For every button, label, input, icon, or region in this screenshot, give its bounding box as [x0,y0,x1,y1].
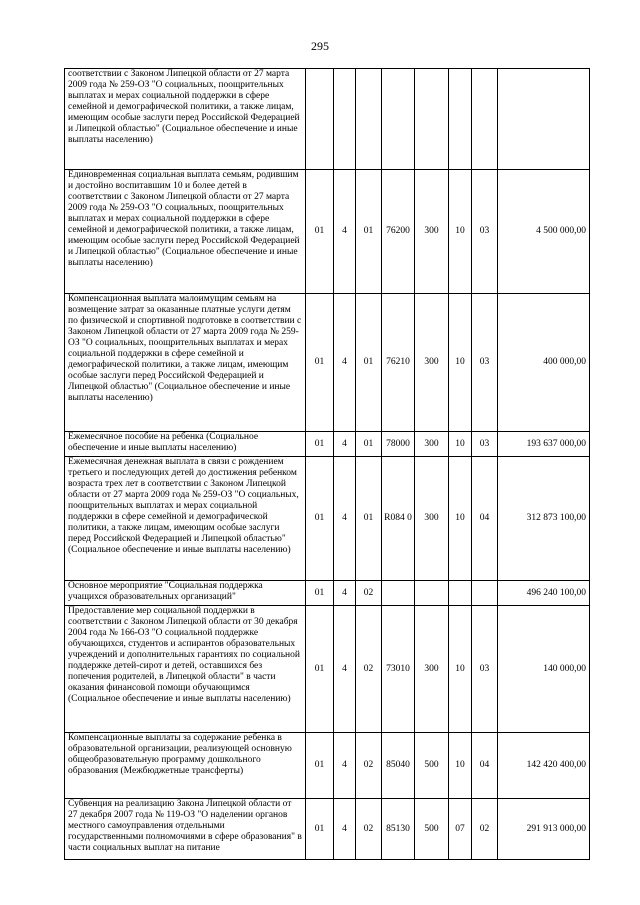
subsection-cell: 02 [472,799,498,860]
subprogram-code-cell: 4 [334,733,356,799]
direction-code-cell: 76200 [382,170,415,294]
activity-code-cell: 02 [356,581,382,606]
expense-type-cell: 300 [415,457,449,581]
subprogram-code-cell: 4 [334,294,356,432]
section-cell: 10 [449,170,472,294]
section-cell: 10 [449,432,472,457]
subprogram-code-cell: 4 [334,432,356,457]
expense-type-cell [415,581,449,606]
section-cell: 10 [449,733,472,799]
row-description: Ежемесячная денежная выплата в связи с рождением третьего и последующих детей до достижения ребенком возраста трех лет в соответствии с Законом Липецкой области от 27 марта 2009 года № 259-ОЗ "О социальных, поощрительных выплатах и мерах социальной поддержки в сфере семейной и демографической политики, а также лицам, имеющим особые заслуги перед Российской Федерацией и Липецкой областью" (Социальное обеспечение и иные выплаты населению) [65,457,306,581]
subprogram-code-cell: 4 [334,606,356,733]
section-cell: 10 [449,294,472,432]
subprogram-code-cell: 4 [334,457,356,581]
program-code-cell: 01 [306,606,334,733]
program-code-cell: 01 [306,799,334,860]
amount-cell: 193 637 000,00 [498,432,590,457]
row-description: Предоставление мер социальной поддержки в соответствии с Законом Липецкой области от 30 декабря 2004 года № 166-ОЗ "О социальной поддержке обучающихся, студентов и аспирантов образовательных учреждений и дополнительных гарантиях по социальной поддержке детей-сирот и детей, оставшихся без попечения родителей, в Липецкой области" в части оказания финансовой помощи обучающимся (Социальное обеспечение и иные выплаты населению) [65,606,306,733]
subsection-cell [472,581,498,606]
amount-cell: 4 500 000,00 [498,170,590,294]
expense-type-cell: 500 [415,799,449,860]
row-description: Компенсационные выплаты за содержание ребенка в образовательной организации, реализующей основную общеобразовательную программу дошкольного образования (Межбюджетные трансферты) [65,733,306,799]
program-code-cell: 01 [306,170,334,294]
expense-type-cell: 300 [415,432,449,457]
table-row [65,69,590,170]
program-code-cell: 01 [306,733,334,799]
subsection-cell: 04 [472,733,498,799]
activity-code-cell [356,69,382,170]
program-code-cell: 01 [306,432,334,457]
subsection-cell: 03 [472,294,498,432]
table-row [65,733,590,799]
activity-code-cell: 02 [356,606,382,733]
activity-code-cell: 01 [356,457,382,581]
section-cell [449,69,472,170]
amount-cell [498,69,590,170]
activity-code-cell: 02 [356,733,382,799]
table-row [65,294,590,432]
subsection-cell: 03 [472,170,498,294]
expense-type-cell: 300 [415,294,449,432]
subsection-cell: 03 [472,432,498,457]
row-description: Субвенция на реализацию Закона Липецкой области от 27 декабря 2007 года № 119-ОЗ "О наделении органов местного самоуправления отдельными государственными полномочиями в сфере образования" в части социальных выплат на питание [65,799,306,860]
expense-type-cell: 300 [415,170,449,294]
section-cell [449,581,472,606]
table-row [65,432,590,457]
direction-code-cell: 85130 [382,799,415,860]
table-row [65,170,590,294]
direction-code-cell [382,69,415,170]
table-row [65,581,590,606]
direction-code-cell: 78000 [382,432,415,457]
activity-code-cell: 02 [356,799,382,860]
subprogram-code-cell: 4 [334,170,356,294]
row-description: Единовременная социальная выплата семьям, родившим и достойно воспитавшим 10 и более детей в соответствии с Законом Липецкой области от 27 марта 2009 года № 259-ОЗ "О социальных, поощрительных выплатах и мерах социальной поддержки в сфере семейной и демографической политики, а также лицам, имеющим особые заслуги перед Российской Федерацией и Липецкой областью" (Социальное обеспечение и иные выплаты населению) [65,170,306,294]
table-row [65,799,590,860]
row-description: соответствии с Законом Липецкой области от 27 марта 2009 года № 259-ОЗ "О социальных, поощрительных выплатах и мерах социальной поддержки в сфере семейной и демографической политики, а также лицам, имеющим особые заслуги перед Российской Федерацией и Липецкой областью" (Социальное обеспечение и иные выплаты населению) [65,69,306,170]
row-description: Компенсационная выплата малоимущим семьям на возмещение затрат за оказанные платные услуги детям по физической и спортивной подготовке в соответствии с Законом Липецкой области от 27 марта 2009 года № 259-ОЗ "О социальных, поощрительных выплатах и мерах социальной поддержки в сфере семейной и демографической политики, а также лицам, имеющим особые заслуги перед Российской Федерацией и Липецкой областью" (Социальное обеспечение и иные выплаты населению) [65,294,306,432]
subprogram-code-cell: 4 [334,581,356,606]
direction-code-cell: 73010 [382,606,415,733]
program-code-cell: 01 [306,581,334,606]
direction-code-cell: 76210 [382,294,415,432]
activity-code-cell: 01 [356,294,382,432]
amount-cell: 140 000,00 [498,606,590,733]
direction-code-cell: 85040 [382,733,415,799]
amount-cell: 142 420 400,00 [498,733,590,799]
subsection-cell: 03 [472,606,498,733]
amount-cell: 400 000,00 [498,294,590,432]
program-code-cell: 01 [306,457,334,581]
subsection-cell: 04 [472,457,498,581]
expense-type-cell: 300 [415,606,449,733]
amount-cell: 496 240 100,00 [498,581,590,606]
amount-cell: 291 913 000,00 [498,799,590,860]
table-row [65,457,590,581]
program-code-cell [306,69,334,170]
section-cell: 10 [449,457,472,581]
budget-table [64,68,590,860]
program-code-cell: 01 [306,294,334,432]
expense-type-cell [415,69,449,170]
activity-code-cell: 01 [356,170,382,294]
section-cell: 07 [449,799,472,860]
section-cell: 10 [449,606,472,733]
row-description: Основное мероприятие "Социальная поддержка учащихся образовательных организаций" [65,581,306,606]
subprogram-code-cell: 4 [334,799,356,860]
activity-code-cell: 01 [356,432,382,457]
row-description: Ежемесячное пособие на ребенка (Социальное обеспечение и иные выплаты населению) [65,432,306,457]
amount-cell: 312 873 100,00 [498,457,590,581]
page-number: 295 [311,39,329,53]
direction-code-cell: R084 0 [382,457,415,581]
subsection-cell [472,69,498,170]
expense-type-cell: 500 [415,733,449,799]
direction-code-cell [382,581,415,606]
table-row [65,606,590,733]
subprogram-code-cell [334,69,356,170]
